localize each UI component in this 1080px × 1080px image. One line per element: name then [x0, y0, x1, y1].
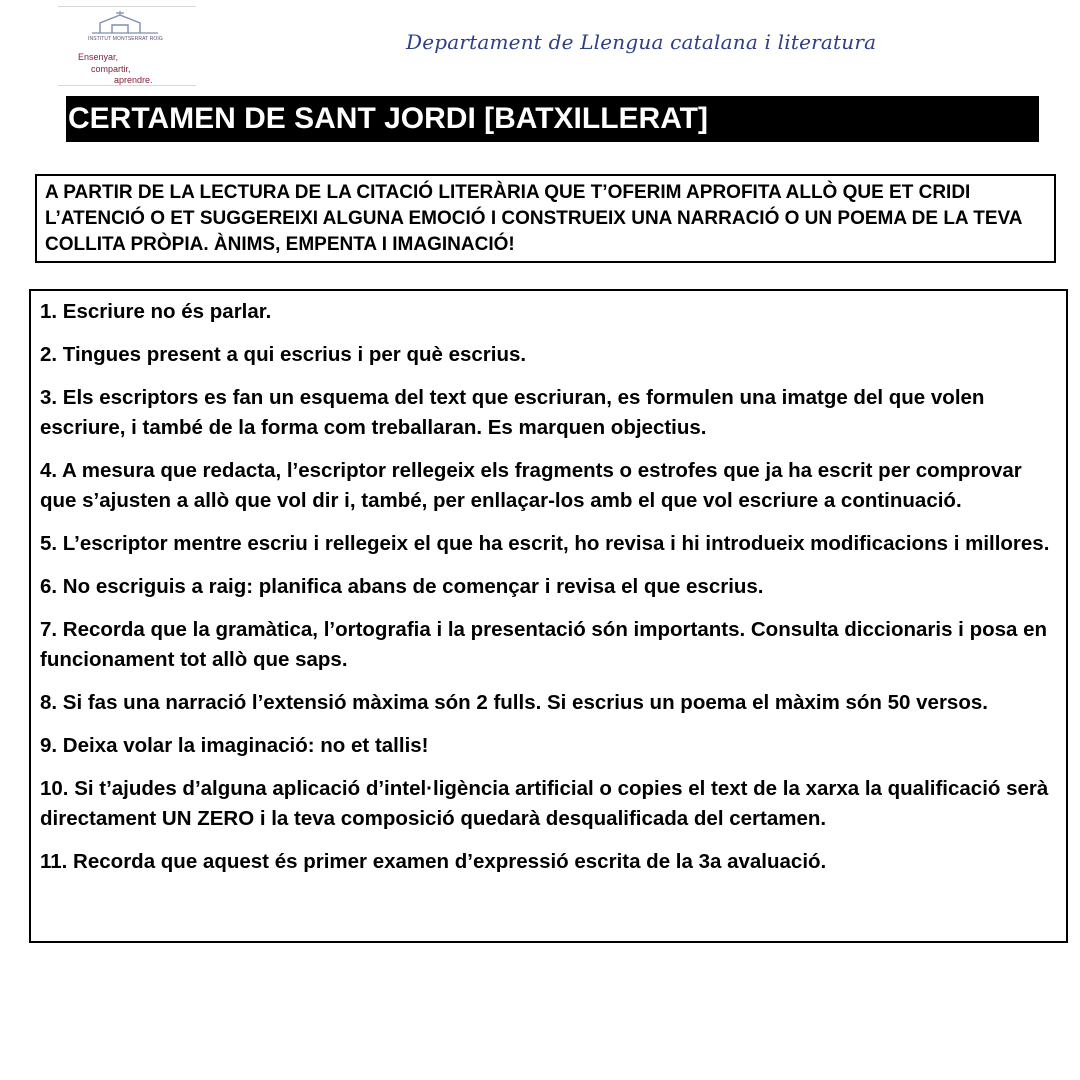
rules-list — [29, 289, 1068, 943]
rule-item: 6. No escriguis a raig: planifica abans de començar i revisa el que escrius. — [40, 575, 764, 598]
school-logo — [58, 6, 196, 86]
page-title: CERTAMEN DE SANT JORDI [BATXILLERAT] — [66, 96, 1039, 142]
rule-item: 9. Deixa volar la imaginació: no et tallis! — [40, 734, 429, 757]
rule-item: 3. Els escriptors es fan un esquema del text que escriuran, es formulen una imatge del que volen escriure, i també de la forma com treballaran. Es marquen objectius. — [40, 386, 985, 439]
school-building-icon — [86, 11, 166, 37]
rule-item: 2. Tingues present a qui escrius i per què escrius. — [40, 343, 527, 366]
instructions-box: A PARTIR DE LA LECTURA DE LA CITACIÓ LITERÀRIA QUE T’OFERIM APROFITA ALLÒ QUE ET CRIDI L’ATENCIÓ O ET SUGGEREIXI ALGUNA EMOCIÓ I CONSTRUEIX UNA NARRACIÓ O UN POEMA DE LA TEVA COLLITA PRÒPIA. ÀNIMS, EMPENTA I IMAGINACIÓ! — [35, 174, 1056, 263]
rule-item: 7. Recorda que la gramàtica, l’ortografia i la presentació són importants. Consulta diccionaris i posa en funcionament tot allò que saps. — [40, 618, 1048, 671]
rule-item: 11. Recorda que aquest és primer examen d’expressió escrita de la 3a avaluació. — [40, 850, 827, 873]
rule-item: 8. Si fas una narració l’extensió màxima són 2 fulls. Si escrius un poema el màxim són 50 versos. — [40, 691, 988, 714]
logo-motto-line: aprendre. — [114, 75, 153, 85]
logo-motto-line: Ensenyar, — [78, 52, 119, 62]
rule-item: 10. Si t’ajudes d’alguna aplicació d’intel·ligència artificial o copies el text de la xarxa la qualificació serà directament UN ZERO i la teva composició quedarà desqualificada del certamen. — [40, 777, 1049, 830]
logo-institute-name: INSTITUT MONTSERRAT ROIG — [88, 36, 163, 42]
department-heading: Departament de Llengua catalana i literatura — [406, 30, 877, 54]
rule-item: 5. L’escriptor mentre escriu i rellegeix el que ha escrit, ho revisa i hi introdueix modificacions i millores. — [40, 532, 1050, 555]
rule-item: 1. Escriure no és parlar. — [40, 300, 272, 323]
rule-item: 4. A mesura que redacta, l’escriptor rellegeix els fragments o estrofes que ja ha escrit per comprovar que s’ajusten a allò que vol dir i, també, per enllaçar-los amb el que vol escriure a continuació. — [40, 459, 1022, 512]
logo-motto-line: compartir, — [91, 64, 131, 74]
